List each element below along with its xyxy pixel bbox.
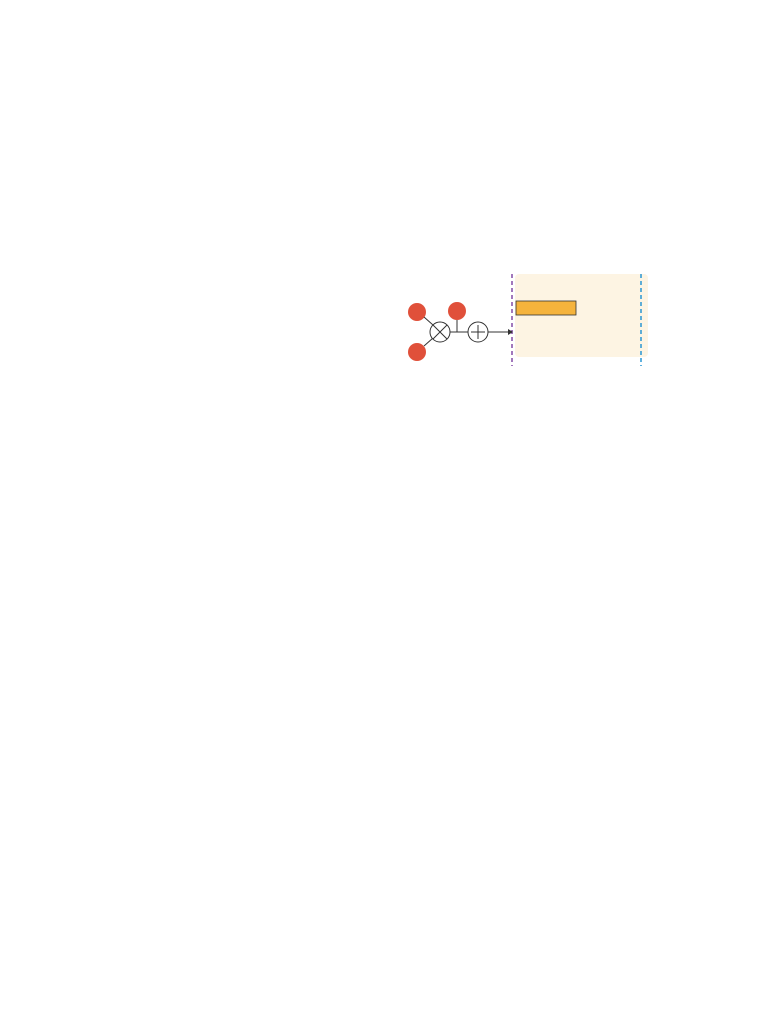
fig-node-c: [448, 302, 466, 320]
fig-node-a: [408, 303, 426, 321]
figure-1-diagram: [392, 272, 717, 372]
fig-cond-1: [516, 301, 576, 315]
doi-sidebar: [3, 168, 29, 858]
author-block: [40, 153, 730, 155]
fig-node-b: [408, 343, 426, 361]
